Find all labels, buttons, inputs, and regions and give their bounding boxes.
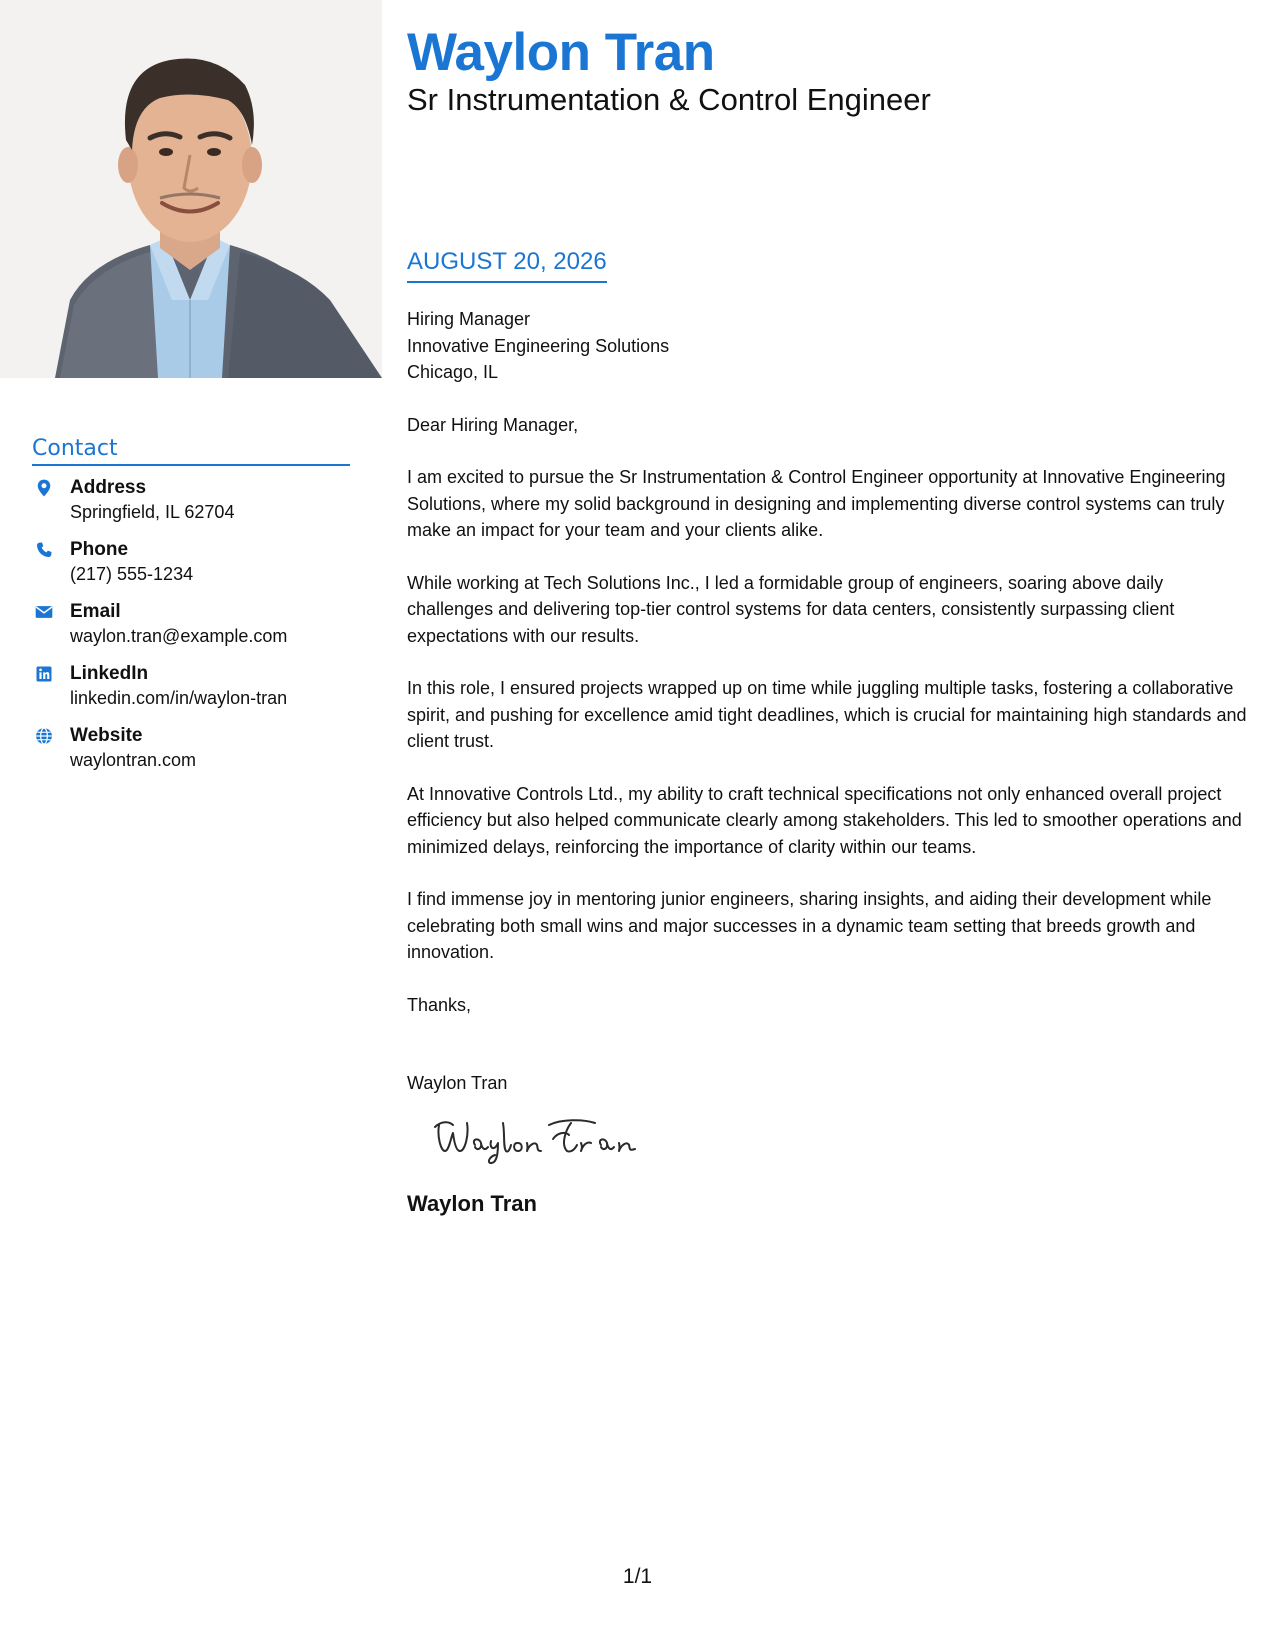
- contact-value-phone: (217) 555-1234: [70, 564, 194, 584]
- globe-icon: [34, 726, 54, 746]
- page-number: 1/1: [622, 1565, 653, 1588]
- contact-label: Website: [70, 725, 143, 746]
- contact-section: [32, 436, 350, 786]
- contact-label: LinkedIn: [70, 663, 149, 684]
- body-paragraph: While working at Tech Solutions Inc., I led a formidable group of engineers, soaring above daily challenges and delivering top-tier control systems for data centers, consistently surpassing client expectations with our results.: [407, 572, 1175, 646]
- contact-value-email[interactable]: waylon.tran@example.com: [70, 626, 288, 646]
- job-title: Sr Instrumentation & Control Engineer: [407, 82, 931, 117]
- salutation: Dear Hiring Manager,: [407, 414, 579, 435]
- contact-value-address: Springfield, IL 62704: [70, 502, 235, 522]
- letter-body: [407, 306, 1252, 1217]
- recipient-line: Innovative Engineering Solutions: [407, 335, 670, 356]
- envelope-icon: [34, 602, 54, 622]
- body-paragraph: I am excited to pursue the Sr Instrumentation & Control Engineer opportunity at Innovative Engineering Solutions, where my solid background in designing and implementing diverse control systems can truly make an impact for your team and your clients alike.: [407, 467, 1226, 540]
- applicant-name: Waylon Tran: [407, 23, 715, 82]
- body-paragraph: At Innovative Controls Ltd., my ability to craft technical specifications not only enhanced overall project efficiency but also helped communicate clearly among stakeholders. This led to smoother operations and minimized delays, reinforcing the importance of clarity within our teams.: [407, 783, 1242, 857]
- signature-name: Waylon Tran: [407, 1073, 508, 1093]
- recipient-line: Hiring Manager: [407, 309, 531, 329]
- printed-name: Waylon Tran: [407, 1190, 537, 1216]
- contact-value-website[interactable]: waylontran.com: [70, 750, 197, 770]
- contact-label: Address: [70, 477, 147, 498]
- linkedin-icon: [34, 664, 54, 684]
- contact-label: Phone: [70, 539, 129, 560]
- body-paragraph: In this role, I ensured projects wrapped up on time while juggling multiple tasks, fostering a collaborative spirit, and pushing for excellence amid tight deadlines, which is crucial for maintaining high standards and client trust.: [407, 678, 1247, 751]
- contact-heading: Contact: [32, 436, 350, 466]
- contact-value-linkedin[interactable]: linkedin.com/in/waylon-tran: [70, 688, 288, 708]
- recipient-block: [407, 306, 1252, 386]
- phone-icon: [34, 540, 54, 560]
- location-pin-icon: [34, 478, 54, 498]
- sidebar: [0, 0, 382, 1650]
- letter-date: AUGUST 20, 2026: [407, 248, 607, 283]
- recipient-line: Chicago, IL: [407, 362, 499, 382]
- contact-label: Email: [70, 601, 121, 622]
- closing: Thanks,: [407, 994, 472, 1015]
- contact-item-email: [32, 600, 350, 648]
- handwritten-signature: [431, 1111, 651, 1165]
- contact-item-linkedin: [32, 662, 350, 710]
- contact-item-website: [32, 724, 350, 772]
- contact-item-phone: [32, 538, 350, 586]
- body-paragraph: I find immense joy in mentoring junior engineers, sharing insights, and aiding their development while celebrating both small wins and major successes in a dynamic team setting that breeds growth and innovation.: [407, 889, 1212, 962]
- contact-item-address: [32, 476, 350, 524]
- profile-photo: [0, 0, 382, 378]
